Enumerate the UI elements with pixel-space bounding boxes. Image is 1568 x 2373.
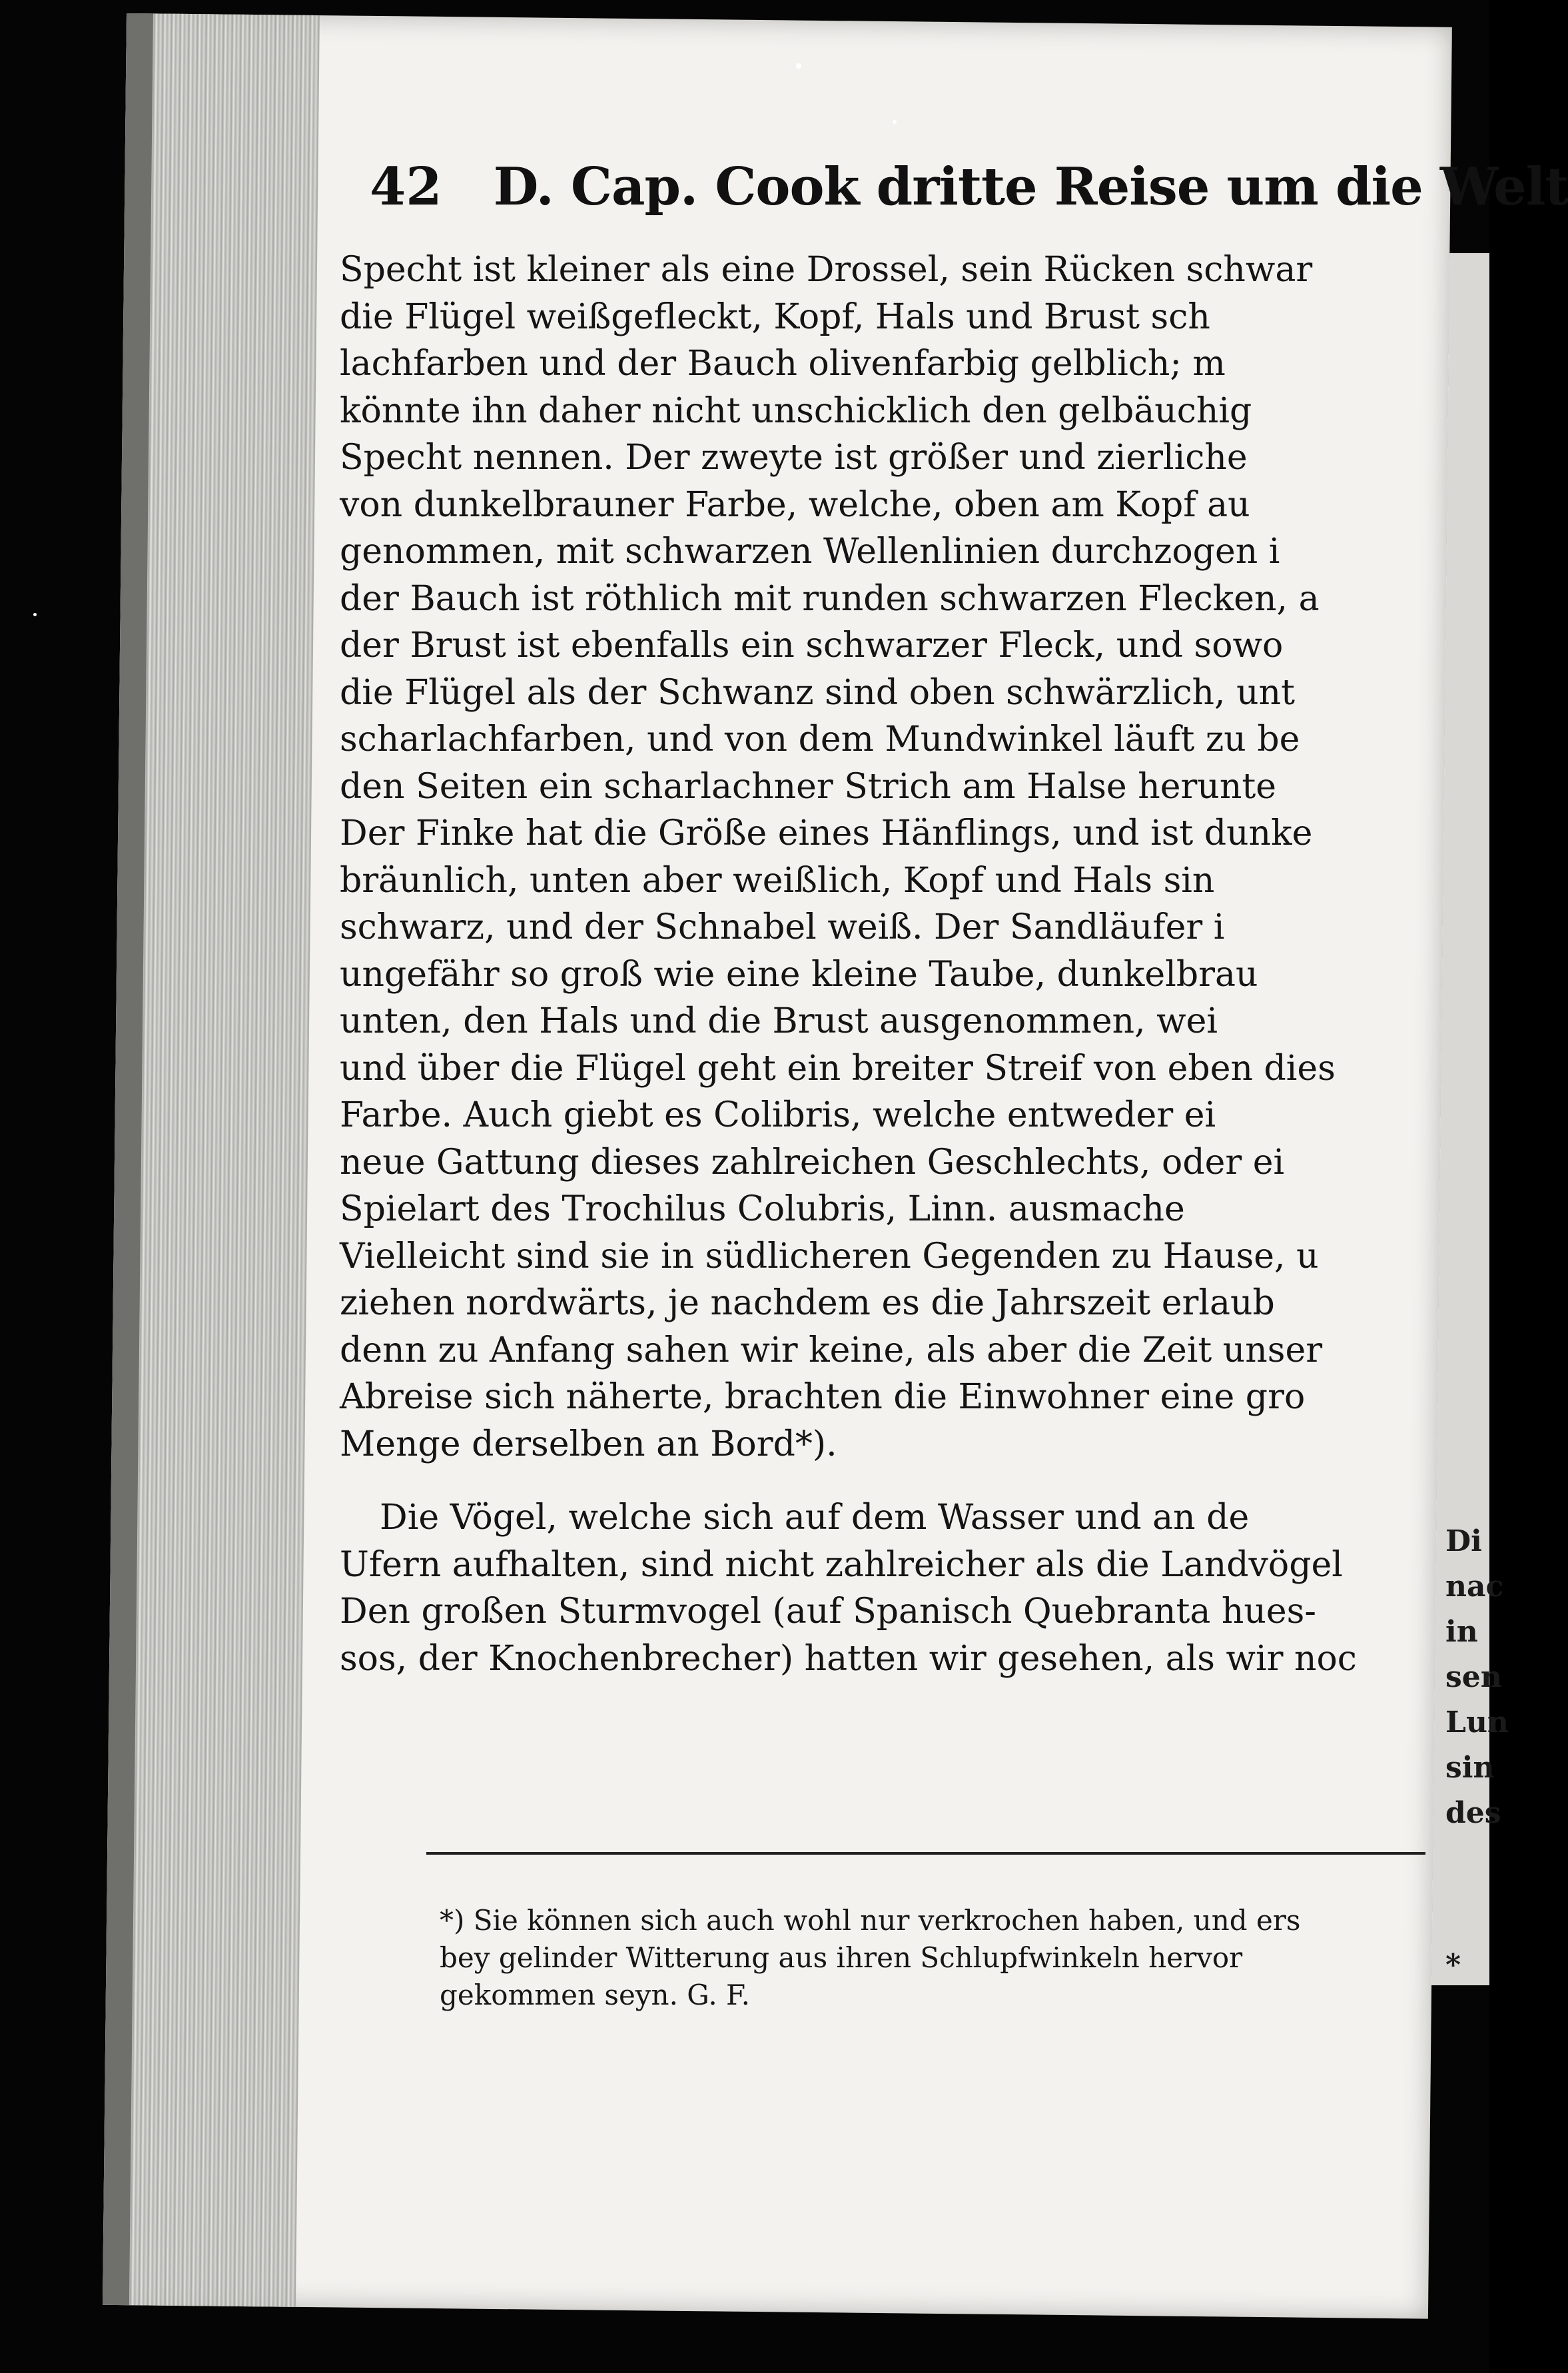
text-line: Die Vögel, welche sich auf dem Wasser und an de xyxy=(380,1498,1250,1538)
text-line: von dunkelbrauner Farbe, welche, oben am Kopf au xyxy=(340,484,1250,525)
text-line: die Flügel weißgefleckt, Kopf, Hals und Brust sch xyxy=(340,296,1210,337)
facing-fragment: in xyxy=(1445,1615,1478,1649)
scan-dust xyxy=(893,120,897,124)
text-line: Spielart des Trochilus Colubris, Linn. ausmache xyxy=(340,1189,1185,1229)
footnote-line: *) Sie können sich auch wohl nur verkrochen haben, und ers xyxy=(440,1904,1301,1937)
text-line: Der Finke hat die Größe eines Hänflings, und ist dunke xyxy=(340,813,1313,853)
running-head: D. Cap. Cook dritte Reise um die Welt xyxy=(493,157,1568,217)
text-line: und über die Flügel geht ein breiter Streif von eben dies xyxy=(340,1048,1336,1089)
facing-fragment: Di xyxy=(1445,1524,1482,1558)
text-line: könnte ihn daher nicht unschicklich den gelbäuchig xyxy=(340,390,1252,431)
paragraph-gap xyxy=(340,1468,1432,1494)
text-line: die Flügel als der Schwanz sind oben schwärzlich, unt xyxy=(340,672,1295,713)
text-line: unten, den Hals und die Brust ausgenommen, wei xyxy=(340,1001,1218,1041)
text-line: Vielleicht sind sie in südlicheren Gegenden zu Hause, u xyxy=(340,1236,1319,1276)
text-line: der Bauch ist röthlich mit runden schwarzen Flecken, a xyxy=(340,578,1320,619)
footnote-line: bey gelinder Witterung aus ihren Schlupfwinkeln hervor xyxy=(440,1941,1243,1974)
text-line: Den großen Sturmvogel (auf Spanisch Quebranta hues- xyxy=(340,1592,1316,1632)
text-line: ungefähr so groß wie eine kleine Taube, dunkelbrau xyxy=(340,954,1258,995)
text-line: Specht nennen. Der zweyte ist größer und zierliche xyxy=(340,438,1248,478)
facing-page-text xyxy=(1445,1519,1509,1988)
facing-fragment: nac xyxy=(1445,1570,1504,1604)
facing-fragment: Lun xyxy=(1445,1705,1509,1739)
text-line: bräunlich, unten aber weißlich, Kopf und Hals sin xyxy=(340,860,1215,901)
footnote xyxy=(440,1902,1425,2014)
text-line: Menge derselben an Bord*). xyxy=(340,1424,837,1464)
text-line: schwarz, und der Schnabel weiß. Der Sandläufer i xyxy=(340,907,1225,947)
text-line: sos, der Knochenbrecher) hatten wir gesehen, als wir noc xyxy=(340,1638,1357,1679)
text-line: lachfarben und der Bauch olivenfarbig gelblich; m xyxy=(340,344,1226,384)
facing-fragment: sin xyxy=(1445,1751,1495,1785)
text-line: Farbe. Auch giebt es Colibris, welche entweder ei xyxy=(340,1095,1216,1135)
text-line: genommen, mit schwarzen Wellenlinien durchzogen i xyxy=(340,532,1280,572)
text-line: scharlachfarben, und von dem Mundwinkel läuft zu be xyxy=(340,719,1300,759)
page-header xyxy=(370,157,1568,217)
text-line: der Brust ist ebenfalls ein schwarzer Fleck, und sowo xyxy=(340,626,1284,666)
main-text xyxy=(340,246,1432,1682)
text-line: Ufern aufhalten, sind nicht zahlreicher als die Landvögel xyxy=(340,1544,1343,1585)
text-line: denn zu Anfang sahen wir keine, als aber die Zeit unser xyxy=(340,1330,1323,1370)
text-line: den Seiten ein scharlachner Strich am Halse herunte xyxy=(340,766,1277,807)
text-line: neue Gattung dieses zahlreichen Geschlechts, oder ei xyxy=(340,1142,1285,1183)
text-line: Abreise sich näherte, brachten die Einwohner eine gro xyxy=(340,1377,1306,1417)
facing-fragment: * xyxy=(1445,1948,1461,1982)
footnote-line: gekommen seyn. G. F. xyxy=(440,1979,750,2011)
footnote-rule xyxy=(426,1852,1425,1855)
facing-fragment: sen xyxy=(1445,1660,1502,1694)
text-line: Specht ist kleiner als eine Drossel, sein Rücken schwar xyxy=(340,250,1313,290)
scan-dust xyxy=(796,63,801,69)
scan-dust xyxy=(33,613,37,616)
facing-fragment: des xyxy=(1445,1796,1501,1830)
page-number: 42 xyxy=(370,157,442,217)
text-line: ziehen nordwärts, je nachdem es die Jahrszeit erlaub xyxy=(340,1283,1275,1323)
